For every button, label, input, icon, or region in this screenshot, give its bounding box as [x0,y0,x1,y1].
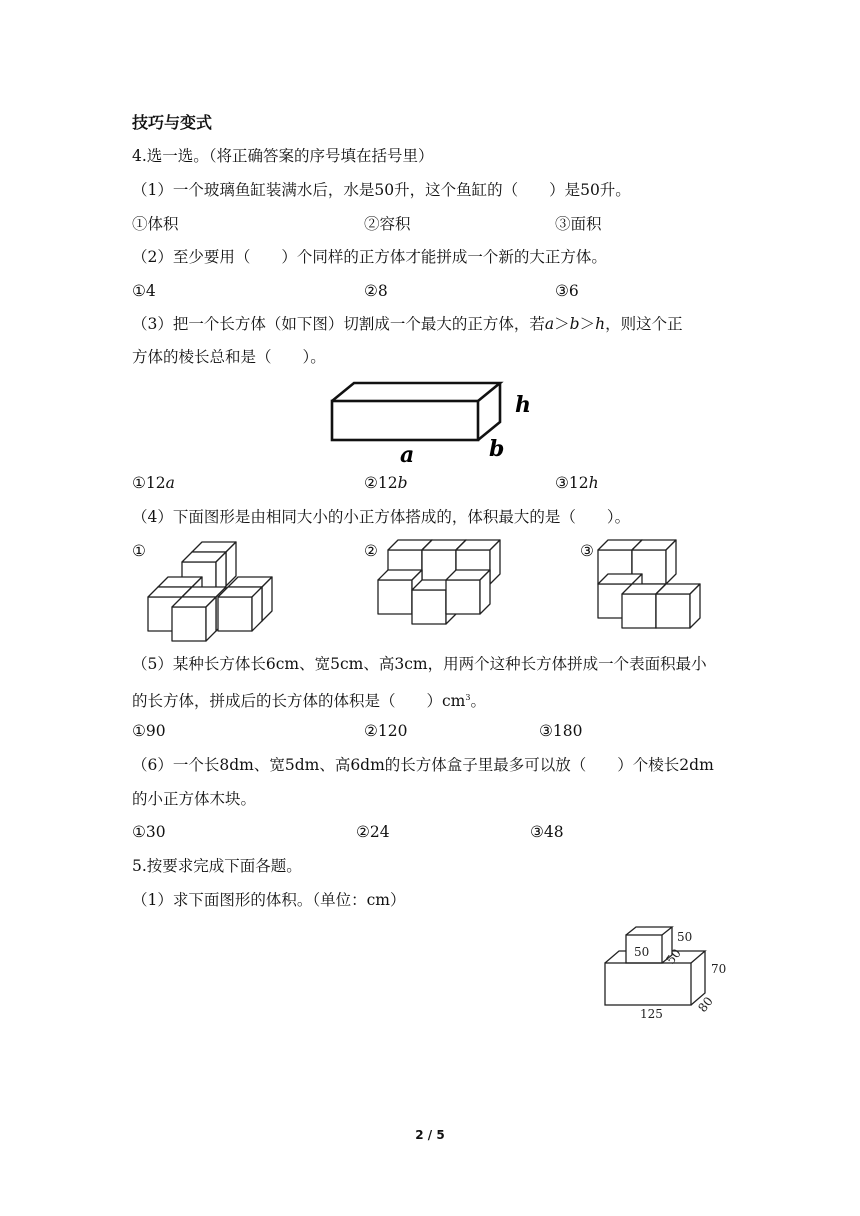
q4-5-option-2: ②120 [364,722,408,740]
q4-3-gt1: ＞ [554,315,570,333]
q4-6-option-3: ③48 [530,823,564,841]
q4-6-option-2: ②24 [356,823,390,841]
label-box-length: 125 [640,1007,663,1021]
cuboid-front-face [332,401,478,440]
q4-title: 4.选一选。（将正确答案的序号填在括号里） [132,147,434,165]
cube-stack-figure-3 [590,535,720,635]
unit-cube [172,597,216,641]
cuboid-label-h: h [515,392,531,418]
q5-title: 5.按要求完成下面各题。 [132,857,302,875]
q4-4-text: （4）下面图形是由相同大小的小正方体搭成的，体积最大的是（ ）。 [132,508,631,526]
q4-3-option-2: ②12b [364,474,408,492]
cuboid-top-face [332,383,500,401]
q4-5-text-line2: 的长方体，拼成后的长方体的体积是（ ）$cm^3$。 [132,692,486,711]
cube-stack-figure-2 [370,535,510,625]
q4-3-text-a: （3）把一个长方体（如下图）切割成一个最大的正方体，若 [132,315,545,333]
q4-5-option-1: ①90 [132,722,166,740]
q4-3-option-3: ③12h [555,474,599,492]
q4-4-label-3: ③ [580,542,594,560]
unit-cube [656,584,700,628]
q4-1-option-2: ②容积 [364,215,411,233]
q5-1-text: （1）求下面图形的体积。（单位：cm） [132,891,406,909]
unit-superscript: 3 [465,693,471,702]
page-number: 2 / 5 [415,1128,445,1142]
cuboid-label-a: a [400,442,415,466]
q4-3-var-a: a [544,315,555,333]
q4-6-option-1: ①30 [132,823,166,841]
q4-3-text-b: ，则这个正 [605,315,683,333]
section-title: 技巧与变式 [132,113,213,132]
q4-3-var-h: h [595,315,606,333]
q4-1-text: （1）一个玻璃鱼缸装满水后，水是50升，这个鱼缸的（ ）是50升。 [132,181,631,199]
unit-cube [446,570,490,614]
q4-6-text-line2: 的小正方体木块。 [132,790,257,808]
q4-3-option-1: ①12a [132,474,175,492]
q4-5-option-3: ③180 [539,722,583,740]
q4-2-option-2: ②8 [364,282,388,300]
label-small-cube-depth: 50 [663,946,684,967]
cuboid-figure [325,378,545,466]
q4-4-label-2: ② [364,542,378,560]
q4-2-option-3: ③6 [555,282,579,300]
label-box-height: 70 [711,962,727,976]
q4-3-text-line1 [132,314,683,334]
cube-stack-figure-1 [140,535,280,645]
label-small-cube-height: 50 [677,930,693,944]
q4-2-option-1: ①4 [132,282,156,300]
q4-1-option-1: ①体积 [132,215,179,233]
label-small-cube-front: 50 [634,945,650,959]
q4-3-gt2: ＞ [579,315,596,333]
q4-3-text-line2: 方体的棱长总和是（ ）。 [132,348,326,366]
q4-4-label-1: ① [132,542,146,560]
q4-5-text-line1: （5）某种长方体长6cm、宽5cm、高3cm，用两个这种长方体拼成一个表面积最小 [132,655,707,673]
unit-cube [218,587,262,631]
q4-1-option-3: ③面积 [555,215,602,233]
stacked-box-figure [600,915,770,1030]
cuboid-label-b: b [489,436,505,462]
q4-6-text-line1: （6）一个长8dm、宽5dm、高6dm的长方体盒子里最多可以放（ ）个棱长2dm [132,756,714,774]
q4-3-var-b: b [569,315,580,333]
q4-2-text: （2）至少要用（ ）个同样的正方体才能拼成一个新的大正方体。 [132,248,607,266]
label-box-depth: 80 [695,994,716,1015]
